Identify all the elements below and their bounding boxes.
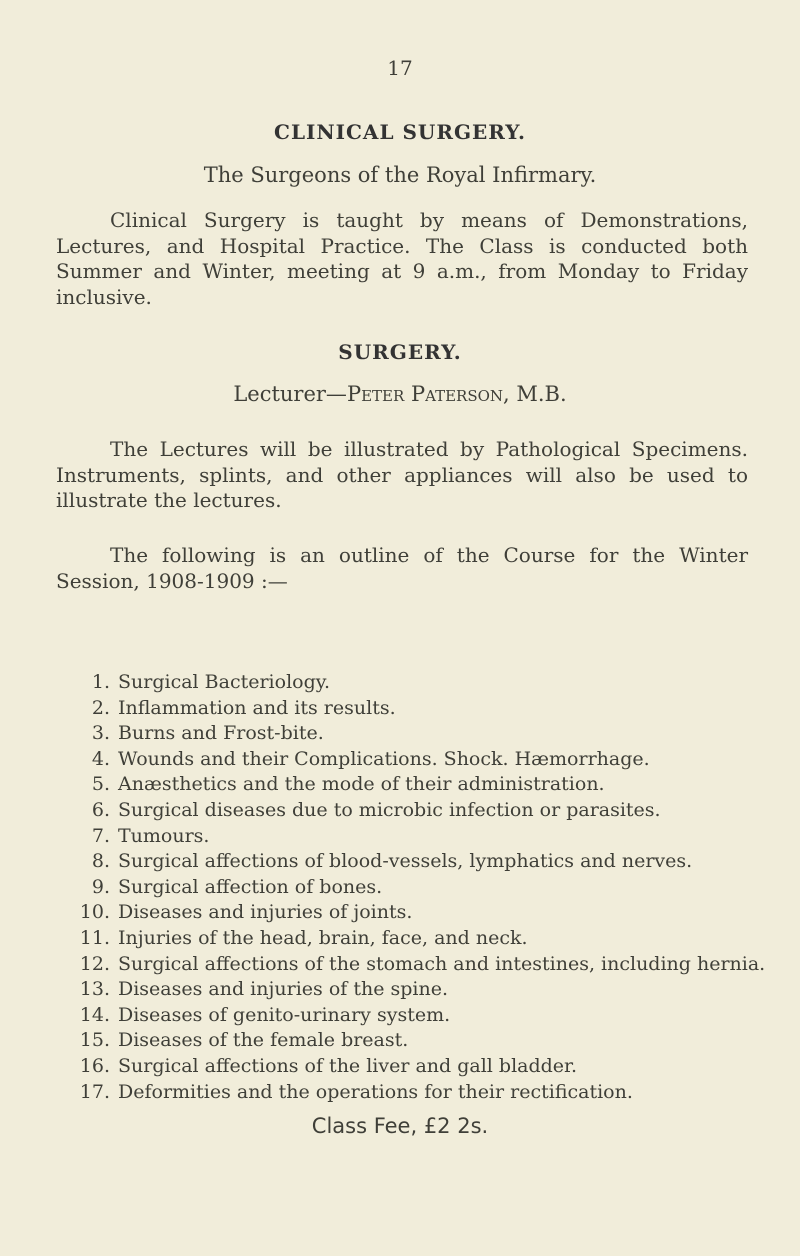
course-outline-intro: The following is an outline of the Course for the Winter Session, 1908-1909 :—	[56, 543, 748, 593]
list-item-text: Anæsthetics and the mode of their administration.	[118, 773, 605, 796]
list-item	[76, 1028, 766, 1054]
clinical-surgery-heading: CLINICAL SURGERY.	[274, 120, 526, 144]
list-item-number: 11.	[79, 926, 110, 949]
list-item-text: Diseases of the female breast.	[118, 1029, 409, 1052]
list-item	[76, 798, 766, 824]
list-item-number: 1.	[91, 671, 110, 693]
list-item	[76, 824, 766, 850]
list-item	[76, 1054, 766, 1080]
list-item-number: 13.	[79, 978, 110, 1001]
list-item	[76, 952, 766, 978]
list-item	[76, 849, 766, 875]
lecturer-name: Peter Paterson	[346, 382, 504, 406]
list-item-text: Surgical affections of blood-vessels, lymphatics and nerves.	[118, 850, 693, 873]
course-outline-list	[76, 670, 766, 1105]
list-item	[76, 875, 766, 901]
list-item-number: 16.	[79, 1054, 110, 1077]
lectures-paragraph: The Lectures will be illustrated by Pathological Specimens. Instruments, splints, and other appliances will also be used to illustrate the lectures.	[56, 437, 748, 512]
list-item	[76, 772, 766, 798]
page-number: 17	[387, 56, 413, 80]
list-item-number: 5.	[91, 773, 110, 796]
list-item-number: 14.	[79, 1003, 110, 1026]
list-item-number: 4.	[91, 747, 110, 770]
list-item	[76, 926, 766, 952]
list-item-text: Surgical diseases due to microbic infection or parasites.	[118, 798, 661, 821]
list-item	[76, 1003, 766, 1029]
list-item	[76, 696, 766, 722]
list-item	[76, 900, 766, 926]
list-item-text: Diseases of genito-urinary system.	[118, 1003, 451, 1026]
list-item-text: Diseases and injuries of the spine.	[118, 978, 448, 1001]
lecturer-line	[0, 382, 800, 406]
clinical-surgery-description: Clinical Surgery is taught by means of Demonstrations, Lectures, and Hospital Practice. The Class is conducted both Summer and Winter, meeting at 9 a.m., from Monday to Friday inclusive.	[56, 208, 748, 309]
list-item-text: Surgical affections of the stomach and intestines, including hernia.	[118, 952, 766, 975]
list-item	[76, 747, 766, 773]
list-item-text: Burns and Frost-bite.	[118, 722, 324, 745]
list-item-number: 17.	[79, 1080, 110, 1103]
list-item-number: 10.	[79, 901, 110, 924]
list-item-number: 6.	[91, 798, 110, 821]
list-item-number: 7.	[91, 824, 110, 847]
list-item-text: Deformities and the operations for their rectification.	[118, 1080, 633, 1103]
list-item	[76, 721, 766, 747]
list-item-text: Tumours.	[118, 824, 210, 847]
list-item-text: Surgical affection of bones.	[118, 875, 383, 898]
list-item-number: 3.	[91, 722, 110, 745]
list-item-number: 12.	[79, 952, 110, 975]
list-item-number: 15.	[79, 1029, 110, 1052]
list-item-text: Injuries of the head, brain, face, and neck.	[118, 926, 528, 949]
list-item	[76, 1080, 766, 1106]
class-fee: Class Fee, £2 2s.	[311, 1114, 489, 1138]
lecturer-prefix: Lecturer—	[233, 382, 347, 406]
list-item	[76, 977, 766, 1003]
list-item-number: 8.	[91, 850, 110, 873]
list-item-text: Wounds and their Complications. Shock. Hæmorrhage.	[118, 747, 650, 770]
list-item-text: Diseases and injuries of joints.	[118, 901, 413, 924]
list-item-number: 9.	[91, 875, 110, 898]
list-item	[76, 670, 766, 696]
list-item-text: Inflammation and its results.	[118, 696, 396, 719]
list-item-text: Surgical affections of the liver and gall bladder.	[118, 1054, 578, 1077]
lecturer-suffix: , M.B.	[503, 382, 567, 406]
surgery-heading: SURGERY.	[338, 340, 462, 364]
list-item-text: Surgical Bacteriology.	[118, 671, 330, 693]
list-item-number: 2.	[91, 696, 110, 719]
clinical-surgery-subheading: The Surgeons of the Royal Infirmary.	[203, 163, 597, 187]
